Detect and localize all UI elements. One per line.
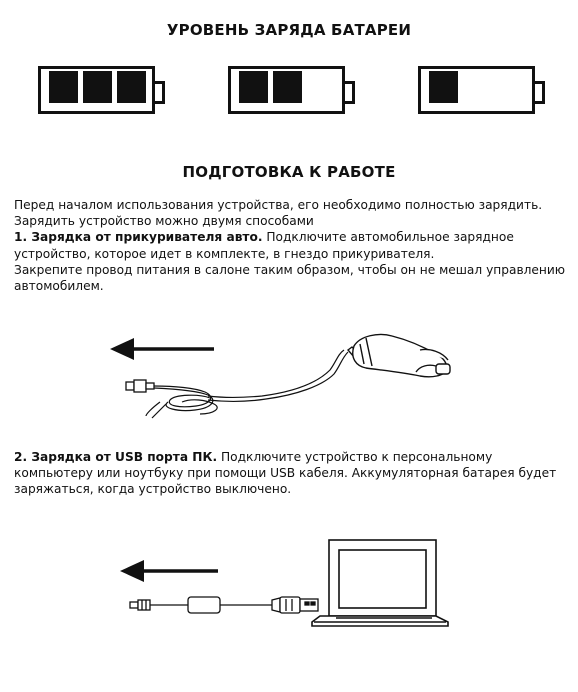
car-charger-cable-icon	[0, 322, 578, 422]
arrow-left-icon	[120, 560, 218, 582]
battery-two-thirds-icon	[228, 66, 354, 114]
method-1-text: Подключите автомобильное зарядное устройство, которое идет в комплекте, в гнездо прикуривателя.	[14, 230, 514, 261]
battery-full-icon	[38, 66, 164, 114]
preparation-text	[14, 197, 570, 294]
arrow-left-icon	[110, 338, 214, 360]
intro-line-2: Зарядить устройство можно двумя способами	[14, 214, 314, 229]
battery-one-third-icon	[418, 66, 544, 114]
cable-note: Закрепите провод питания в салоне таким образом, чтобы он не мешал управлению автомобилем.	[14, 262, 566, 294]
method-2-paragraph	[14, 449, 570, 498]
method-2-text: Подключите устройство к персональному компьютеру или ноутбуку при помощи USB кабеля. Аккумуляторная батарея будет заряжаться, когда устройство выключено.	[14, 450, 557, 497]
battery-level-title: УРОВЕНЬ ЗАРЯДА БАТАРЕИ	[166, 21, 412, 39]
preparation-title: ПОДГОТОВКА К РАБОТЕ	[182, 163, 396, 181]
usb-charging-text	[14, 449, 570, 498]
method-2-label: 2. Зарядка от USB порта ПК.	[14, 450, 218, 464]
usb-laptop-cable-icon	[0, 538, 578, 638]
method-1-label: 1. Зарядка от прикуривателя авто.	[14, 230, 263, 245]
intro-line-1: Перед началом использования устройства, его необходимо полностью зарядить.	[14, 198, 543, 212]
method-1-paragraph	[14, 229, 570, 261]
